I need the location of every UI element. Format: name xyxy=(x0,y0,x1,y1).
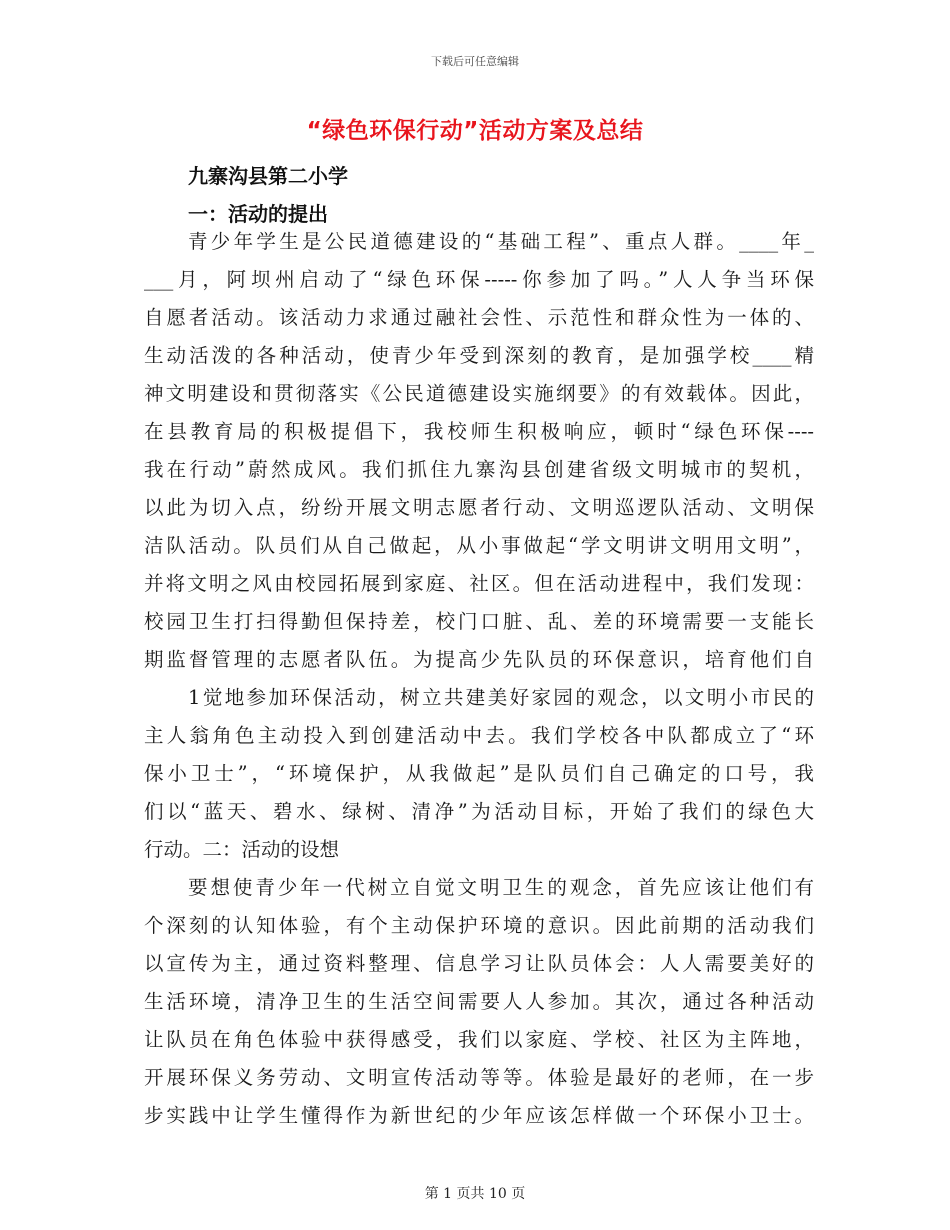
text-line: 让队员在角色体验中获得感受，我们以家庭、学校、社区为主阵地， xyxy=(144,1028,814,1051)
text-line: 并将文明之风由校园拓展到家庭、社区。但在活动进程中，我们发现： xyxy=(144,572,814,595)
text-line: 步实践中让学生懂得作为新世纪的少年应该怎样做一个环保小卫士。 xyxy=(144,1104,814,1127)
text-line: 校园卫生打扫得勤但保持差，校门口脏、乱、差的环境需要一支能长 xyxy=(144,610,814,633)
text-line: 神文明建设和贯彻落实《公民道德建设实施纲要》的有效载体。因此， xyxy=(144,382,814,405)
text-line: 我在行动”蔚然成风。我们抓住九寨沟县创建省级文明城市的契机， xyxy=(144,458,814,481)
text-line: 以宣传为主，通过资料整理、信息学习让队员体会：人人需要美好的 xyxy=(144,952,814,975)
text-line: 在县教育局的积极提倡下，我校师生积极响应，顿时“绿色环保---- xyxy=(144,420,814,443)
text-line: ___月，阿坝州启动了“绿色环保-----你参加了吗。”人人争当环保 xyxy=(144,268,814,291)
header-note: 下载后可任意编辑 xyxy=(431,55,519,68)
text-line: 洁队活动。队员们从自己做起，从小事做起“学文明讲文明用文明”， xyxy=(144,534,814,557)
text-line: 开展环保义务劳动、文明宣传活动等等。体验是最好的老师，在一步 xyxy=(144,1066,814,1089)
text-line: 1觉地参加环保活动，树立共建美好家园的观念，以文明小市民的 xyxy=(188,686,814,709)
school-name: 九寨沟县第二小学 xyxy=(188,164,348,188)
text-line: 要想使青少年一代树立自觉文明卫生的观念，首先应该让他们有 xyxy=(188,876,814,899)
document-title: “绿色环保行动”活动方案及总结 xyxy=(306,118,644,144)
section-heading-1: 一：活动的提出 xyxy=(188,202,328,226)
text-line: 期监督管理的志愿者队伍。为提高少先队员的环保意识，培育他们自 xyxy=(144,648,814,671)
text-line: 自愿者活动。该活动力求通过融社会性、示范性和群众性为一体的、 xyxy=(144,306,814,329)
text-line: 生活环境，清净卫生的生活空间需要人人参加。其次，通过各种活动 xyxy=(144,990,814,1013)
text-line: 以此为切入点，纷纷开展文明志愿者行动、文明巡逻队活动、文明保 xyxy=(144,496,814,519)
text-line: 行动。二：活动的设想 xyxy=(144,838,340,861)
text-line: 生动活泼的各种活动，使青少年受到深刻的教育，是加强学校____精 xyxy=(144,344,814,367)
text-line: 保小卫士”，“环境保护，从我做起”是队员们自己确定的口号，我 xyxy=(144,762,814,785)
text-line: 主人翁角色主动投入到创建活动中去。我们学校各中队都成立了“环 xyxy=(144,724,814,747)
text-line: 个深刻的认知体验，有个主动保护环境的意识。因此前期的活动我们 xyxy=(144,914,814,937)
text-line: 们以“蓝天、碧水、绿树、清净”为活动目标，开始了我们的绿色大 xyxy=(144,800,814,823)
page-footer: 第 1 页共 10 页 xyxy=(424,1186,526,1202)
text-line: 青少年学生是公民道德建设的“基础工程”、重点人群。____年_ xyxy=(188,230,814,253)
